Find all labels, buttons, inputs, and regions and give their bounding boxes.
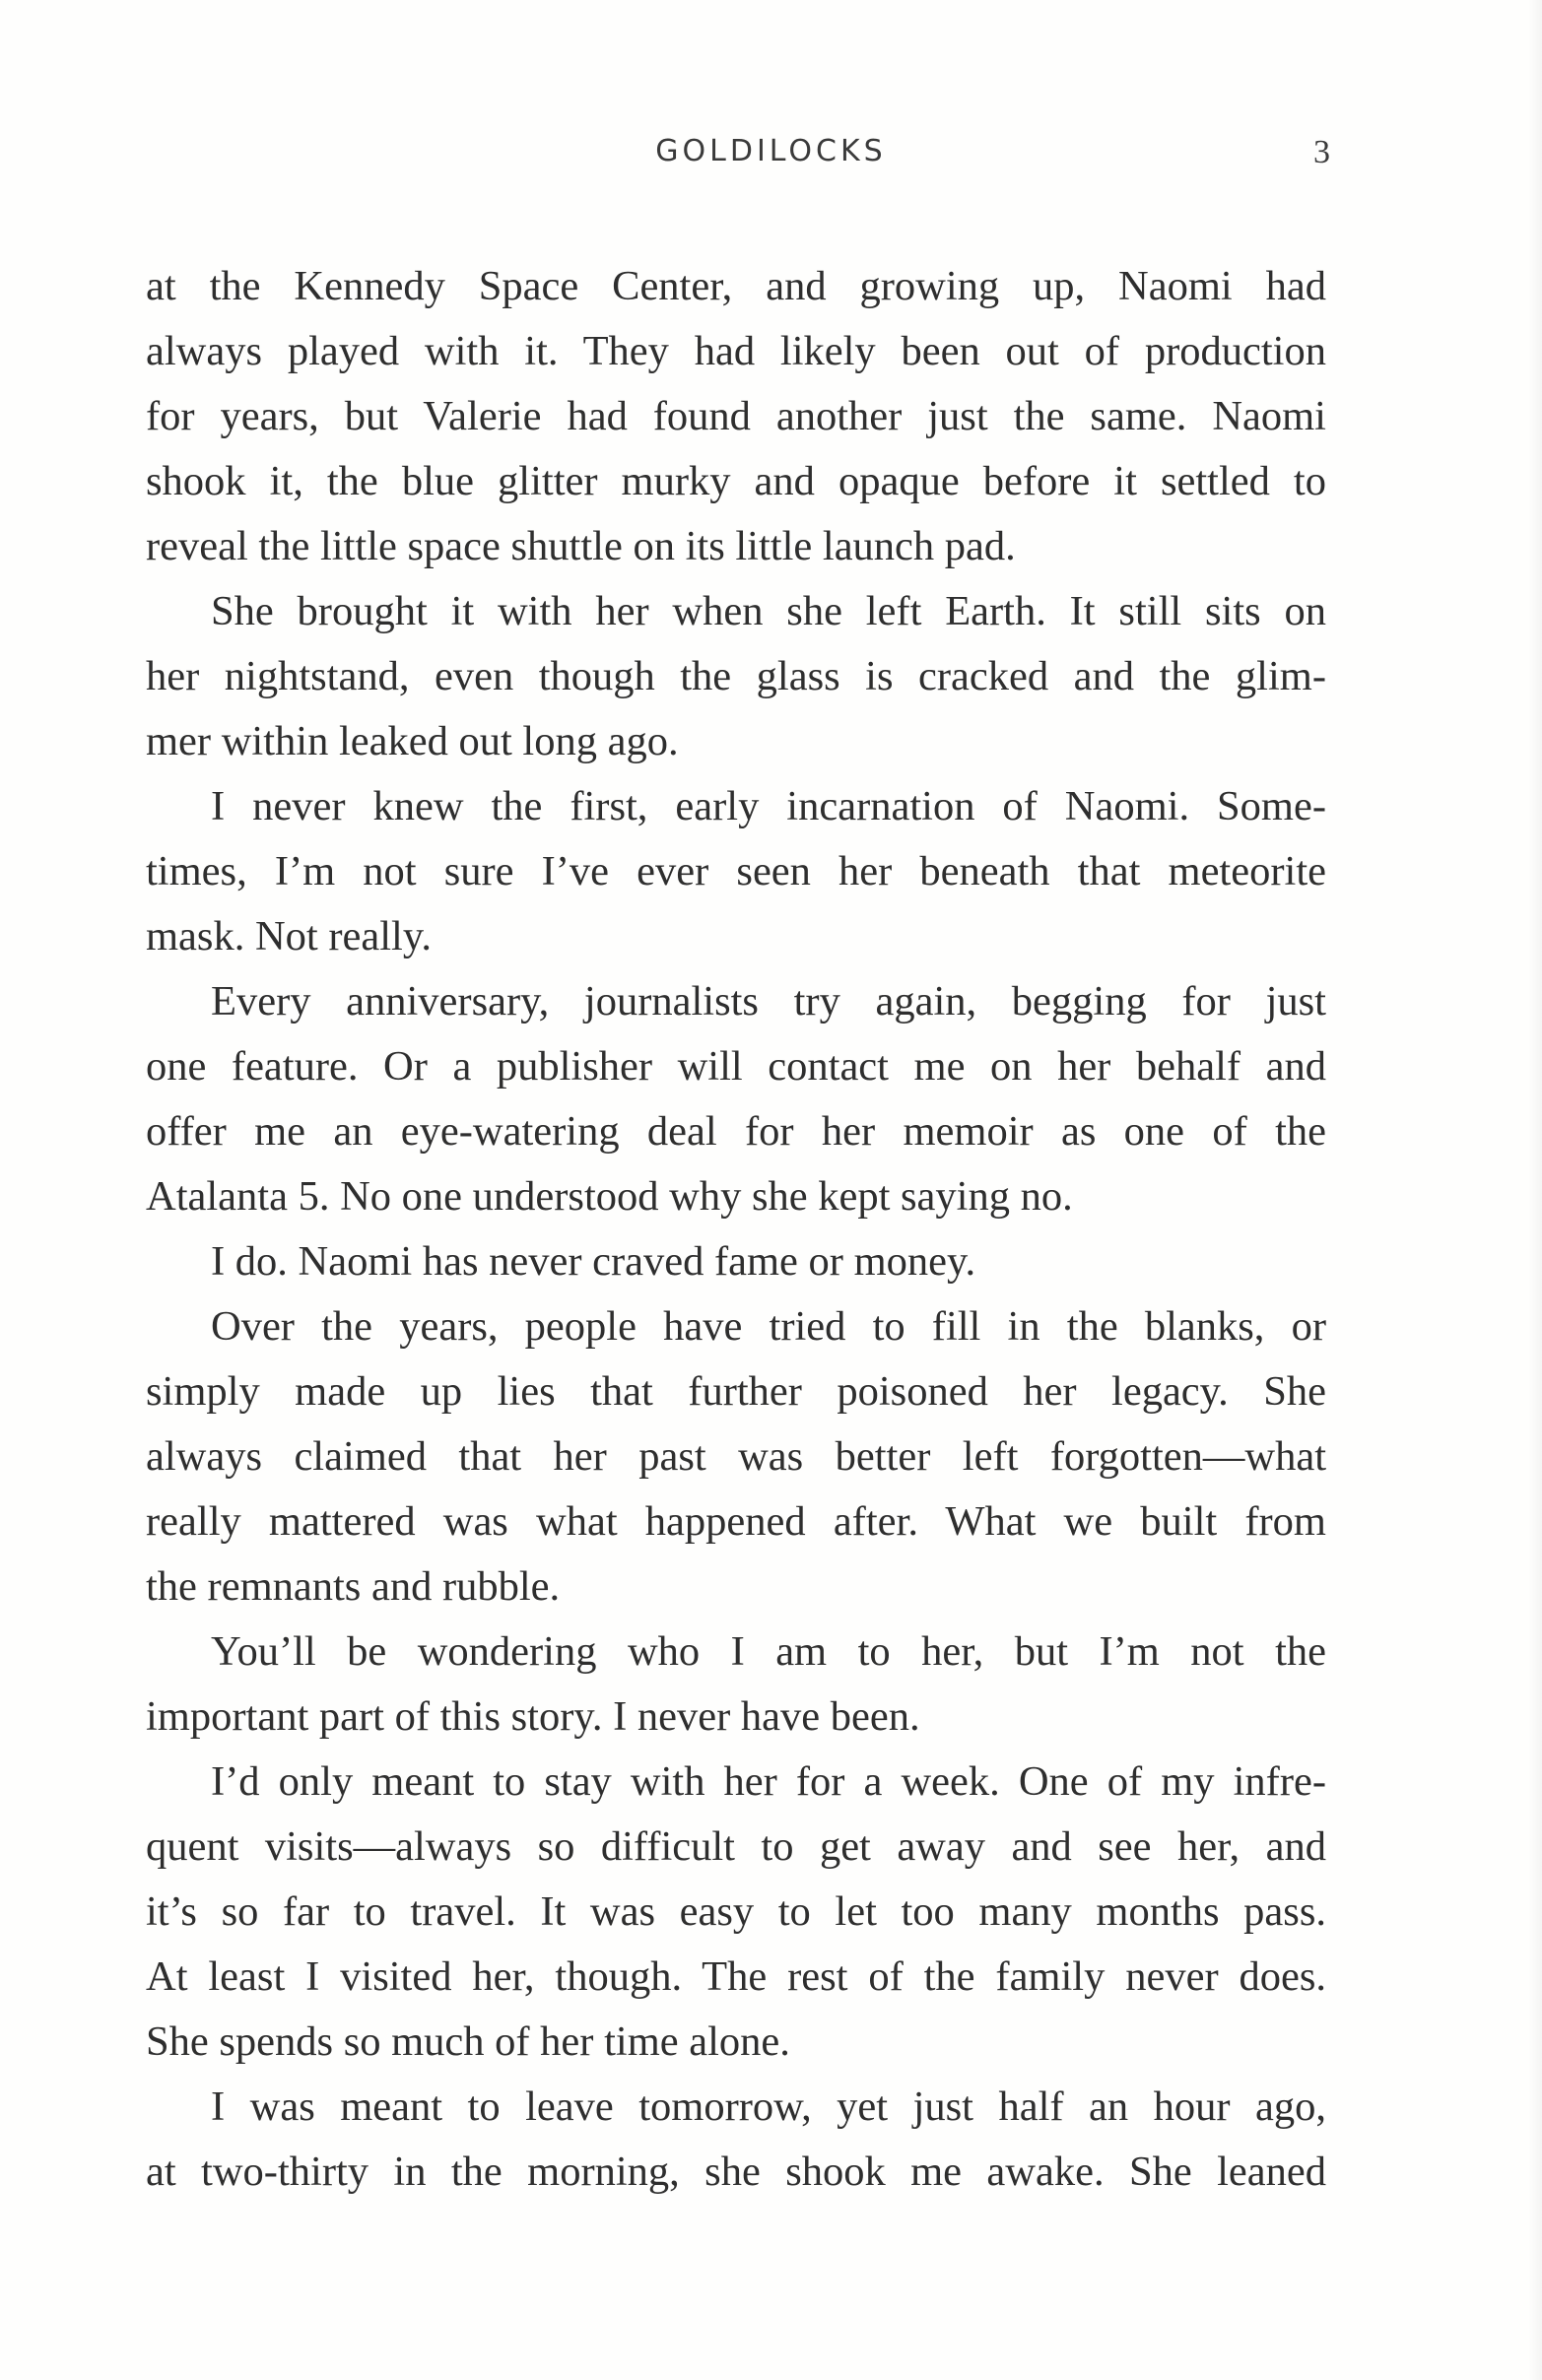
text-line: it’s so far to travel. It was easy to let too many months pass. [146, 1888, 1326, 1935]
text-line: her nightstand, even though the glass is cracked and the glim- [146, 653, 1326, 699]
paragraph [146, 969, 1326, 1229]
paragraph [146, 2075, 1326, 2205]
text-line: mer within leaked out long ago. [146, 718, 679, 764]
text-line: always claimed that her past was better left forgotten—what [146, 1433, 1326, 1480]
paragraph [146, 1750, 1326, 2075]
paragraph [146, 1229, 1326, 1294]
text-line: offer me an eye-watering deal for her memoir as one of the [146, 1108, 1326, 1155]
text-line: mask. Not really. [146, 913, 432, 959]
text-line: quent visits—always so difficult to get away and see her, and [146, 1823, 1326, 1870]
text-line: for years, but Valerie had found another just the same. Naomi [146, 393, 1326, 439]
text-line: At least I visited her, though. The rest of the family never does. [146, 1953, 1326, 2000]
text-line: Over the years, people have tried to fill in the blanks, or [211, 1303, 1326, 1350]
text-line: shook it, the blue glitter murky and opaque before it settled to [146, 458, 1326, 504]
text-line: times, I’m not sure I’ve ever seen her beneath that meteorite [146, 848, 1326, 894]
text-line: Every anniversary, journalists try again, begging for just [211, 978, 1326, 1025]
text-line: one feature. Or a publisher will contact me on her behalf and [146, 1043, 1326, 1090]
text-line: You’ll be wondering who I am to her, but I’m not the [211, 1628, 1326, 1675]
text-line: the remnants and rubble. [146, 1563, 561, 1610]
paragraph [146, 774, 1326, 969]
body-text [146, 254, 1326, 2205]
paragraph [146, 254, 1326, 579]
text-line: She brought it with her when she left Earth. It still sits on [211, 588, 1326, 634]
page-edge-shadow [1528, 0, 1542, 2380]
text-line: Atalanta 5. No one understood why she kept saying no. [146, 1173, 1073, 1220]
text-line: She spends so much of her time alone. [146, 2018, 790, 2065]
text-line: I’d only meant to stay with her for a week. One of my infre- [211, 1758, 1326, 1805]
text-line: really mattered was what happened after. What we built from [146, 1498, 1326, 1545]
text-line: always played with it. They had likely been out of production [146, 328, 1326, 374]
text-line: important part of this story. I never have been. [146, 1693, 920, 1740]
text-line: at two-thirty in the morning, she shook me awake. She leaned [146, 2149, 1326, 2195]
paragraph [146, 579, 1326, 774]
text-line: at the Kennedy Space Center, and growing up, Naomi had [146, 263, 1326, 309]
text-line: I do. Naomi has never craved fame or money. [211, 1238, 976, 1285]
text-line: I never knew the first, early incarnation of Naomi. Some- [211, 783, 1326, 829]
text-line: reveal the little space shuttle on its little launch pad. [146, 523, 1016, 569]
text-line: simply made up lies that further poisoned her legacy. She [146, 1368, 1326, 1415]
text-line: I was meant to leave tomorrow, yet just half an hour ago, [211, 2083, 1326, 2130]
running-title: GOLDILOCKS [655, 134, 887, 168]
running-head [0, 134, 1542, 183]
paragraph [146, 1294, 1326, 1620]
page-number: 3 [1313, 134, 1330, 170]
paragraph [146, 1620, 1326, 1750]
